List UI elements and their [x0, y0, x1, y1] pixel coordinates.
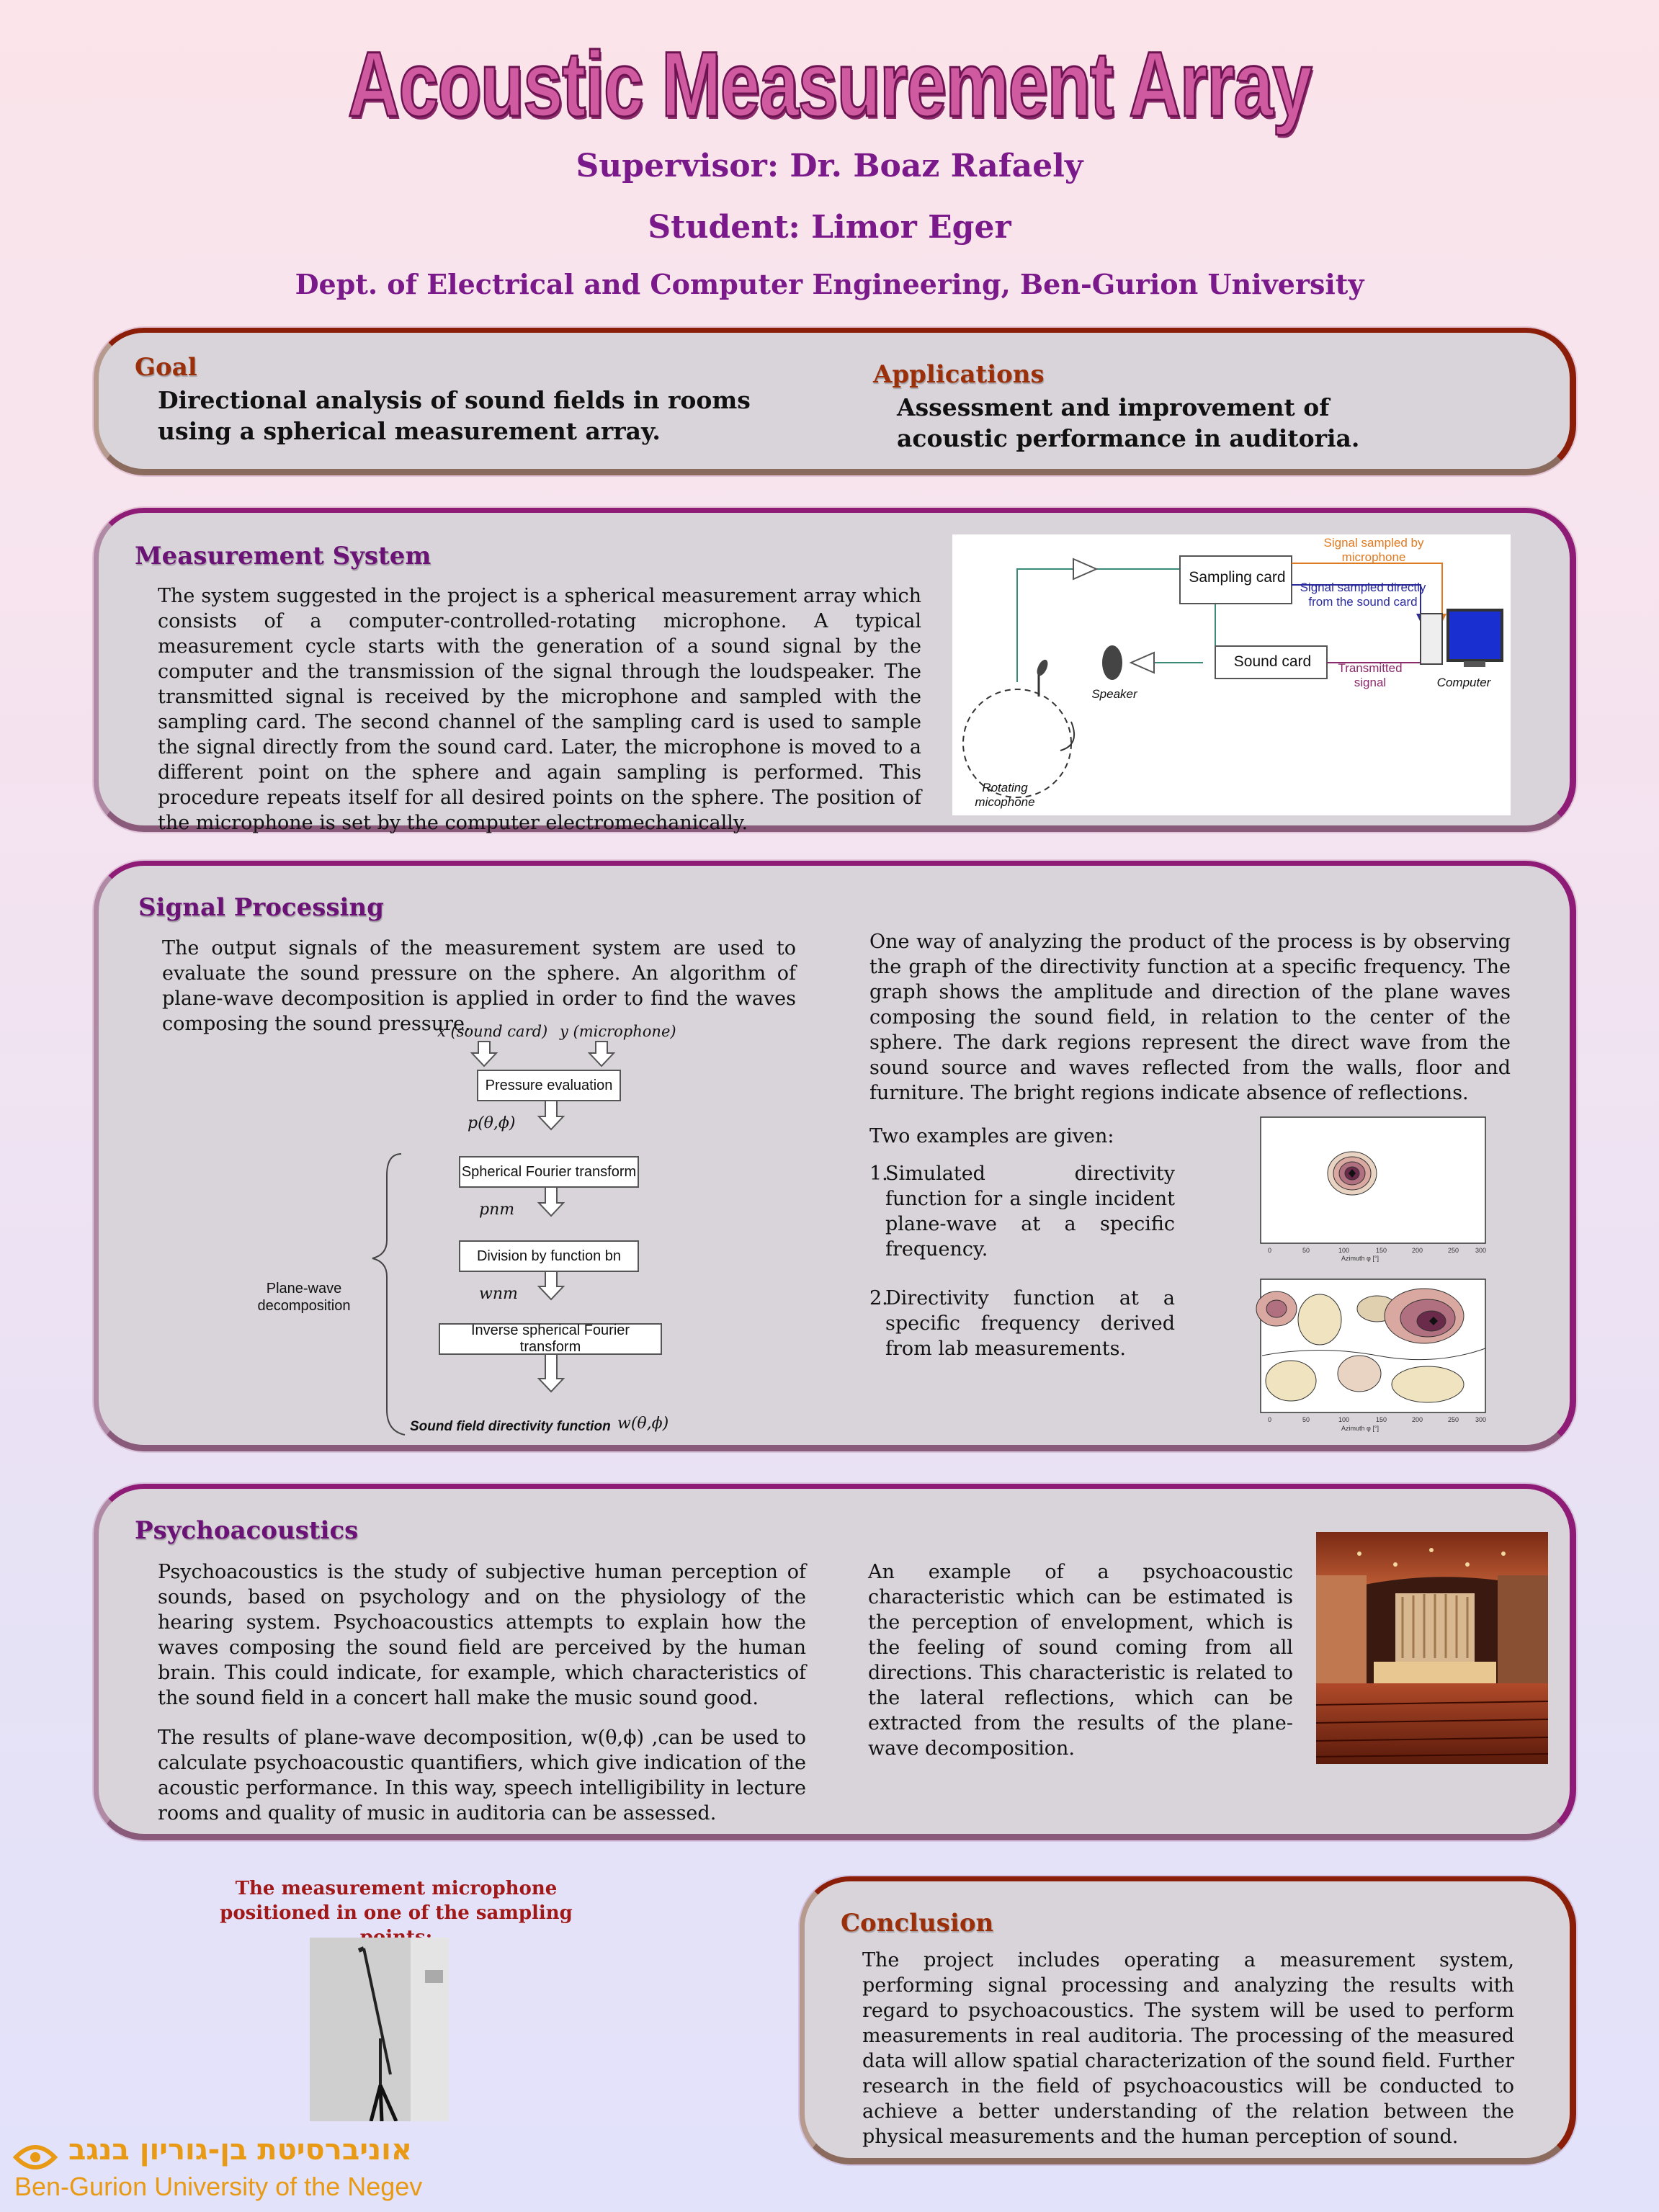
applications-text: Assessment and improvement of acoustic performance in auditoria.	[897, 393, 1360, 452]
measurement-system-heading: Measurement System	[135, 542, 431, 570]
example2-text: Directivity function at a specific frequency derived from lab measurements.	[885, 1287, 1175, 1360]
logo-english-text: Ben-Gurion University of the Negev	[14, 2172, 423, 2201]
example1-text: Simulated directivity function for a single incident plane-wave at a specific frequency.	[885, 1163, 1175, 1261]
signal-processing-panel	[94, 861, 1576, 1451]
directivity-plot-measured	[1233, 1276, 1493, 1435]
pnm-label: pnm	[479, 1201, 515, 1219]
psychoacoustics-heading: Psychoacoustics	[135, 1516, 359, 1545]
isft-box: Inverse spherical Fourier transform	[439, 1323, 662, 1355]
student-line: Student: Limor Eger	[648, 209, 1011, 246]
svg-text:Azimuth φ [°]: Azimuth φ [°]	[1341, 1425, 1379, 1432]
sampling-card-label: Sampling card	[1189, 569, 1286, 586]
psychoacoustics-right-text: An example of a psychoacoustic characteristic which can be estimated is the perception of envelopment, which is the feeling of sound coming from all directions. This characteristic is related to the lateral reflections, which can be extracted from the results of the plane-wave decomposition.	[868, 1561, 1293, 1760]
svg-text:150: 150	[1376, 1247, 1387, 1254]
logo-hebrew-text: אוניברסיטת בן-גוריון בנגב	[68, 2133, 412, 2167]
microphone-photo	[310, 1938, 449, 2121]
svg-text:200: 200	[1412, 1247, 1423, 1254]
sampled-by-mic-label: Signal sampled by microphone	[1323, 536, 1424, 564]
wnm-label: wnm	[479, 1285, 518, 1303]
transmitted-signal-label: Transmitted signal	[1338, 661, 1403, 689]
brace-label: Plane-wave decomposition	[257, 1281, 351, 1314]
svg-text:Azimuth φ [°]: Azimuth φ [°]	[1341, 1255, 1379, 1262]
svg-text:100: 100	[1338, 1247, 1350, 1254]
conclusion-heading: Conclusion	[841, 1909, 994, 1938]
examples-intro: Two examples are given:	[869, 1125, 1114, 1147]
example2-num: 2.	[869, 1287, 888, 1309]
signal-processing-heading: Signal Processing	[138, 893, 384, 922]
p-label: p(θ,ϕ)	[468, 1114, 516, 1132]
svg-text:250: 250	[1448, 1247, 1459, 1254]
poster-title: Acoustic Measurement Array	[347, 33, 1312, 136]
sound-card-label: Sound card	[1233, 653, 1312, 670]
svg-text:250: 250	[1448, 1416, 1459, 1423]
goal-heading: Goal	[135, 353, 197, 382]
directivity-plot-simulated	[1233, 1114, 1493, 1262]
svg-text:150: 150	[1376, 1416, 1387, 1423]
department-line: Dept. of Electrical and Computer Engineering, Ben-Gurion University	[295, 268, 1364, 300]
measurement-system-diagram	[952, 534, 1511, 815]
signal-processing-right-text: One way of analyzing the product of the process is by observing the graph of the directivity function at a specific frequency. The graph shows the amplitude and direction of the plane waves composing the sound field, in relation to the center of the sphere. The dark regions represent the direct wave from the sound source and waves reflected from the walls, floor and furniture. The bright regions indicate absence of reflections.	[869, 931, 1511, 1104]
flow-output-label: Sound field directivity function	[410, 1419, 611, 1434]
flow-output-math: w(θ,ϕ)	[617, 1415, 669, 1433]
goal-panel	[94, 328, 1576, 475]
svg-text:100: 100	[1338, 1416, 1350, 1423]
rotating-mic-label: Rotating micophone	[975, 781, 1035, 809]
svg-text:50: 50	[1302, 1247, 1310, 1254]
concert-hall-photo	[1316, 1532, 1548, 1764]
division-box: Division by function bn	[459, 1240, 639, 1272]
example1-num: 1.	[869, 1163, 888, 1185]
signal-processing-left-text: The output signals of the measurement system are used to evaluate the sound pressure on the sphere. An algorithm of plane-wave decomposition is applied in order to find the waves composing the sound pressure.	[162, 937, 796, 1035]
conclusion-text: The project includes operating a measurement system, performing signal processing and analyzing the results with regard to psychoacoustics. The system will be used to perform measurements in real auditoria. The processing of the measured data will allow spatial characterization of the sound field. Further research in the field of psychoacoustics will be conducted to achieve a better understanding of the relation between the physical measurements and the human perception of sound.	[862, 1949, 1514, 2148]
svg-text:300: 300	[1475, 1247, 1487, 1254]
conclusion-panel	[800, 1876, 1576, 2164]
measurement-system-text: The system suggested in the project is a spherical measurement array which consists of a computer-controlled-rotating microphone. A typical measurement cycle starts with the generation of a sound signal by the computer and the transmission of the signal through the loudspeaker. The transmitted signal is received by the microphone and sampled with the sampling card. The second channel of the sampling card is used to sample the signal directly from the sound card. Later, the microphone is moved to a different point on the sphere and again sampling is performed. This procedure repeats itself for all desired points on the sphere. The position of the microphone is set by the computer electromechanically.	[158, 585, 921, 834]
computer-label: Computer	[1436, 676, 1491, 689]
sampled-direct-label: Signal sampled directly from the sound card	[1300, 581, 1426, 609]
psychoacoustics-panel	[94, 1484, 1576, 1840]
psychoacoustics-p2: The results of plane-wave decomposition, w(θ,ϕ) ,can be used to calculate psychoacoustic quantifiers, which give indication of the acoustic performance. In this way, speech intelligibility in lecture rooms and quality of music in auditoria can be assessed.	[158, 1727, 806, 1824]
svg-text:200: 200	[1412, 1416, 1423, 1423]
svg-text:50: 50	[1302, 1416, 1310, 1423]
flow-input-y: y (microphone)	[560, 1023, 676, 1040]
goal-text: Directional analysis of sound fields in rooms using a spherical measurement array.	[158, 386, 751, 445]
psychoacoustics-p1: Psychoacoustics is the study of subjective human perception of sounds, based on psychology and on the physiology of the hearing system. Psychoacoustics attempts to explain how the waves composing the sound field are perceived by the human brain. This could indicate, for example, which characteristics of the sound field in a concert hall make the music sound good.	[158, 1561, 806, 1709]
sft-box: Spherical Fourier transform	[459, 1156, 639, 1188]
pressure-evaluation-box: Pressure evaluation	[477, 1070, 621, 1101]
svg-text:0: 0	[1268, 1247, 1272, 1254]
svg-text:0: 0	[1268, 1416, 1272, 1423]
speaker-label: Speaker	[1091, 687, 1137, 701]
microphone-caption: The measurement microphone positioned in one of the sampling	[220, 1878, 573, 1924]
applications-heading: Applications	[873, 360, 1045, 389]
measurement-system-panel	[94, 508, 1576, 832]
svg-text:300: 300	[1475, 1416, 1487, 1423]
flow-input-x: x (sound card)	[437, 1023, 548, 1040]
supervisor-line: Supervisor: Dr. Boaz Rafaely	[576, 148, 1083, 184]
